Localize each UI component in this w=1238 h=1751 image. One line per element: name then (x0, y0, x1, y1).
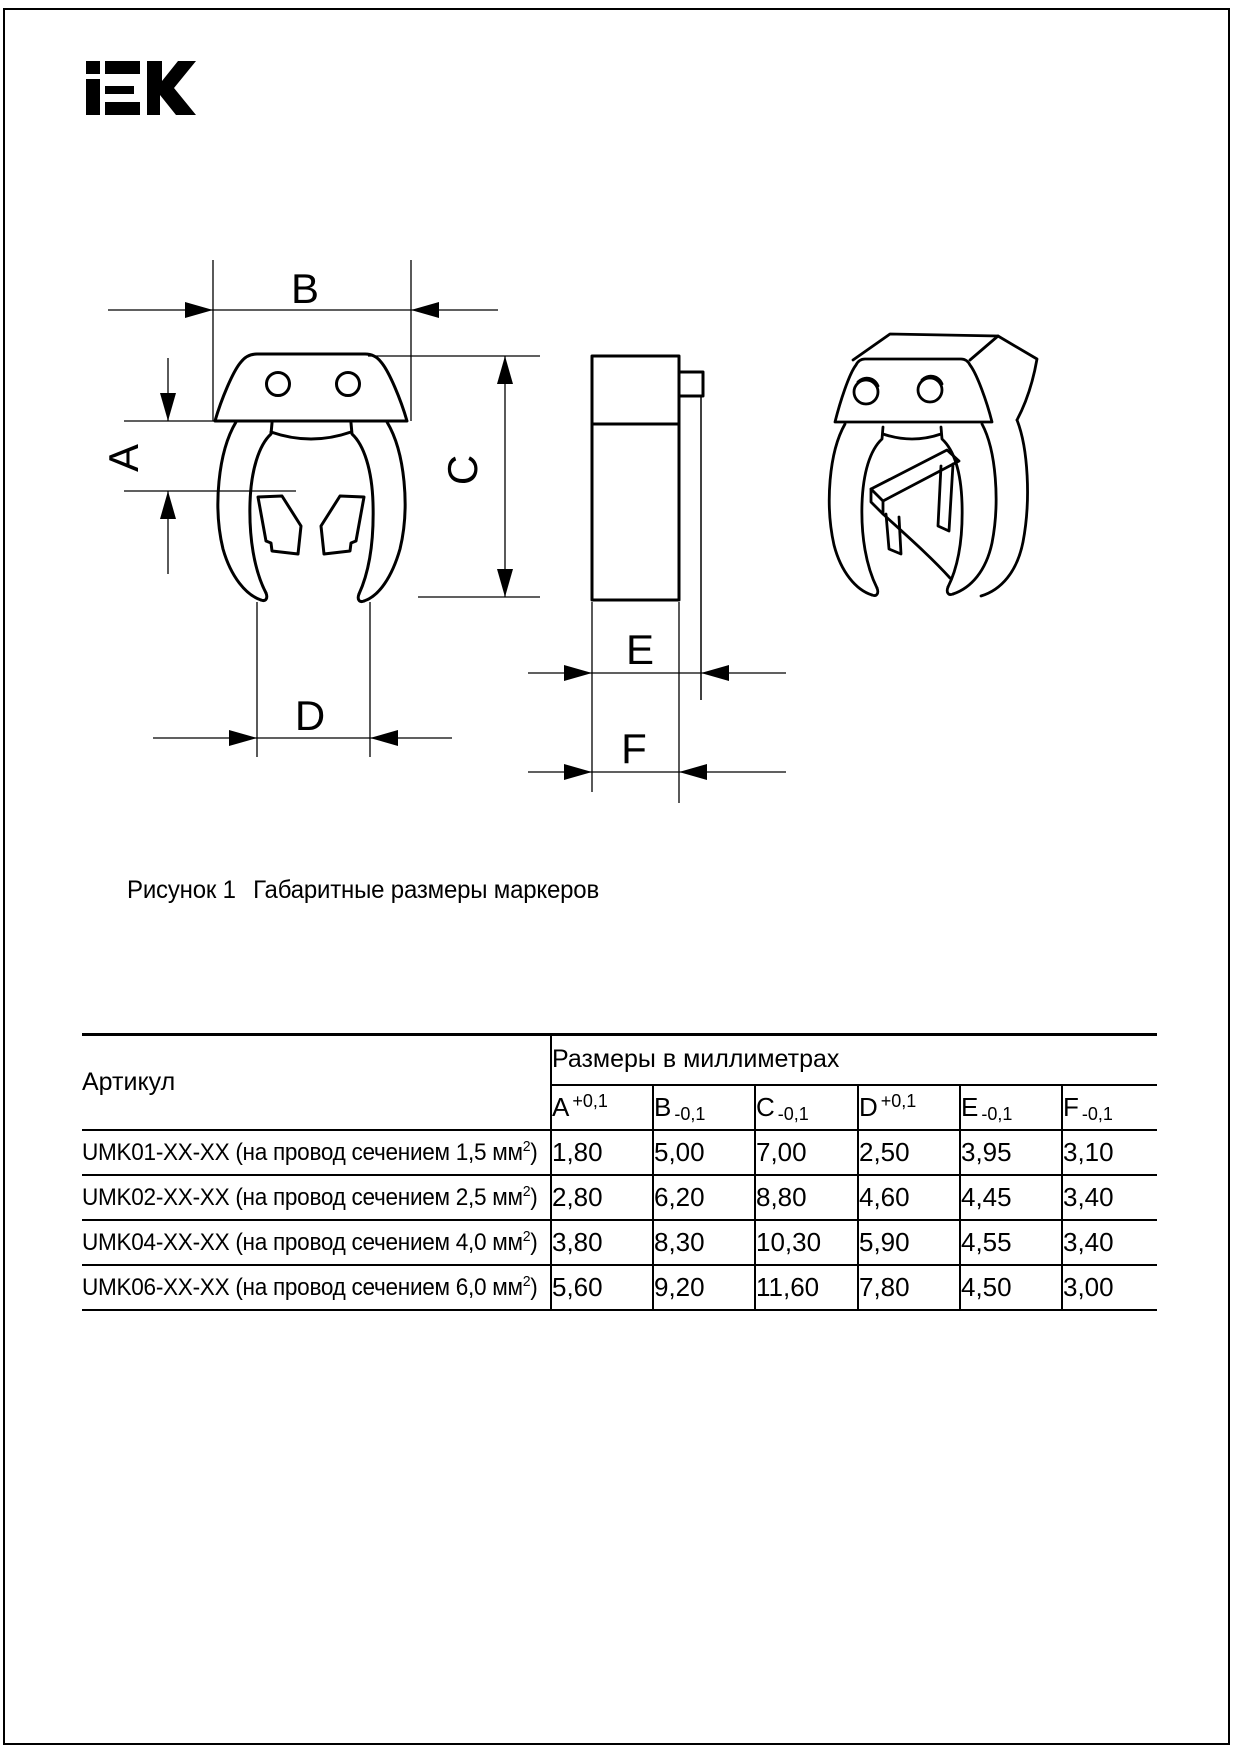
front-hole-right (337, 373, 360, 396)
iso-tooth-right (938, 464, 953, 531)
value-cell-B: 9,20 (653, 1265, 755, 1310)
article-cell: UMK06-XX-XX (на провод сечением 6,0 $мм^2$) (82, 1265, 551, 1310)
value-cell-B: 6,20 (653, 1175, 755, 1220)
dimension-lines (108, 260, 786, 803)
tolerance-D: +0,1 (880, 1090, 917, 1111)
isometric-view (829, 334, 1037, 596)
front-view (215, 354, 407, 602)
value-cell-E: 4,55 (960, 1220, 1062, 1265)
value-cell-F: 3,40 (1062, 1175, 1157, 1220)
ring-inner-arch (271, 432, 351, 439)
dim-header-C: C -0,1 (755, 1085, 858, 1130)
side-tab (679, 372, 703, 396)
table-row (82, 1175, 1157, 1220)
iso-clamp-lower-edge (883, 514, 950, 578)
tooth-right (321, 496, 364, 554)
value-cell-C: 7,00 (755, 1130, 858, 1175)
value-cell-A: 3,80 (551, 1220, 653, 1265)
column-group-header-sizes: Размеры в миллиметрах (551, 1035, 1157, 1085)
article-cell: UMK04-XX-XX (на провод сечением 4,0 $мм^2$) (82, 1220, 551, 1265)
article-cell: UMK01-XX-XX (на провод сечением 1,5 $мм^2$) (82, 1130, 551, 1175)
dim-header-E: E -0,1 (960, 1085, 1062, 1130)
value-cell-E: 4,45 (960, 1175, 1062, 1220)
value-cell-B: 5,00 (653, 1130, 755, 1175)
table-row (82, 1265, 1157, 1310)
value-cell-C: 8,80 (755, 1175, 858, 1220)
value-cell-A: 1,80 (551, 1130, 653, 1175)
ring-outer-left (218, 422, 261, 600)
dimension-labels (100, 265, 654, 772)
value-cell-C: 11,60 (755, 1265, 858, 1310)
column-header-article: Артикул (82, 1035, 551, 1130)
value-cell-A: 2,80 (551, 1175, 653, 1220)
iso-ring-inner-left (862, 427, 883, 588)
side-view (592, 356, 703, 600)
table-row (82, 1130, 1157, 1175)
figure-title: Габаритные размеры маркеров (253, 876, 600, 904)
front-hole-left (267, 373, 290, 396)
value-cell-E: 3,95 (960, 1130, 1062, 1175)
sq-sup: 2 (522, 1182, 531, 1200)
dim-label-B: B (290, 265, 320, 312)
value-cell-D: 2,50 (858, 1130, 960, 1175)
value-cell-C: 10,30 (755, 1220, 858, 1265)
table-header-row-1 (82, 1035, 1157, 1085)
iso-head-front (835, 359, 992, 422)
iso-head-top (853, 334, 998, 360)
iso-hole-left-front (854, 380, 878, 404)
iso-hole-right-front (918, 378, 942, 402)
dim-header-B: B -0,1 (653, 1085, 755, 1130)
dim-header-F: F -0,1 (1062, 1085, 1157, 1130)
dimension-arrows (160, 302, 729, 780)
ring-outer-right (364, 422, 405, 601)
dim-label-E: E (625, 626, 655, 673)
iso-ring-outer-left (829, 424, 872, 595)
dim-label-C: C (439, 454, 486, 486)
value-cell-E: 4,50 (960, 1265, 1062, 1310)
dim-label-A: A (100, 443, 147, 473)
tolerance-C: -0,1 (777, 1103, 809, 1124)
dim-label-D: D (294, 692, 326, 739)
sq-sup: 2 (522, 1272, 531, 1290)
iso-ring-depth-right (981, 420, 1028, 596)
side-body (592, 356, 679, 600)
value-cell-D: 7,80 (858, 1265, 960, 1310)
table-row (82, 1220, 1157, 1265)
front-head-outline (215, 354, 407, 421)
iso-clamp-plate (871, 450, 959, 501)
article-cell: UMK02-XX-XX (на провод сечением 2,5 $мм^2$) (82, 1175, 551, 1220)
value-cell-F: 3,00 (1062, 1265, 1157, 1310)
tolerance-E: -0,1 (981, 1103, 1013, 1124)
value-cell-F: 3,40 (1062, 1220, 1157, 1265)
dim-header-D: D $^{+0,1}$ (858, 1085, 960, 1130)
value-cell-D: 5,90 (858, 1220, 960, 1265)
value-cell-A: 5,60 (551, 1265, 653, 1310)
tolerance-A: +0,1 (572, 1090, 608, 1111)
tolerance-F: -0,1 (1081, 1103, 1113, 1124)
iso-inner-arch (883, 434, 941, 439)
tolerance-B: -0,1 (674, 1103, 706, 1124)
figure-number: Рисунок 1 (127, 876, 236, 904)
sq-sup: 2 (522, 1227, 531, 1245)
tooth-left (258, 496, 301, 554)
dim-label-F: F (621, 725, 647, 772)
iso-head-right (998, 336, 1037, 420)
dimensions-table (82, 1033, 1157, 1311)
figure-caption (127, 876, 619, 905)
value-cell-B: 8,30 (653, 1220, 755, 1265)
iso-ring-outer-right (953, 424, 996, 594)
value-cell-F: 3,10 (1062, 1130, 1157, 1175)
value-cell-D: 4,60 (858, 1175, 960, 1220)
dim-header-A: A $^{+0,1}$ (551, 1085, 653, 1130)
sq-sup: 2 (522, 1137, 531, 1155)
